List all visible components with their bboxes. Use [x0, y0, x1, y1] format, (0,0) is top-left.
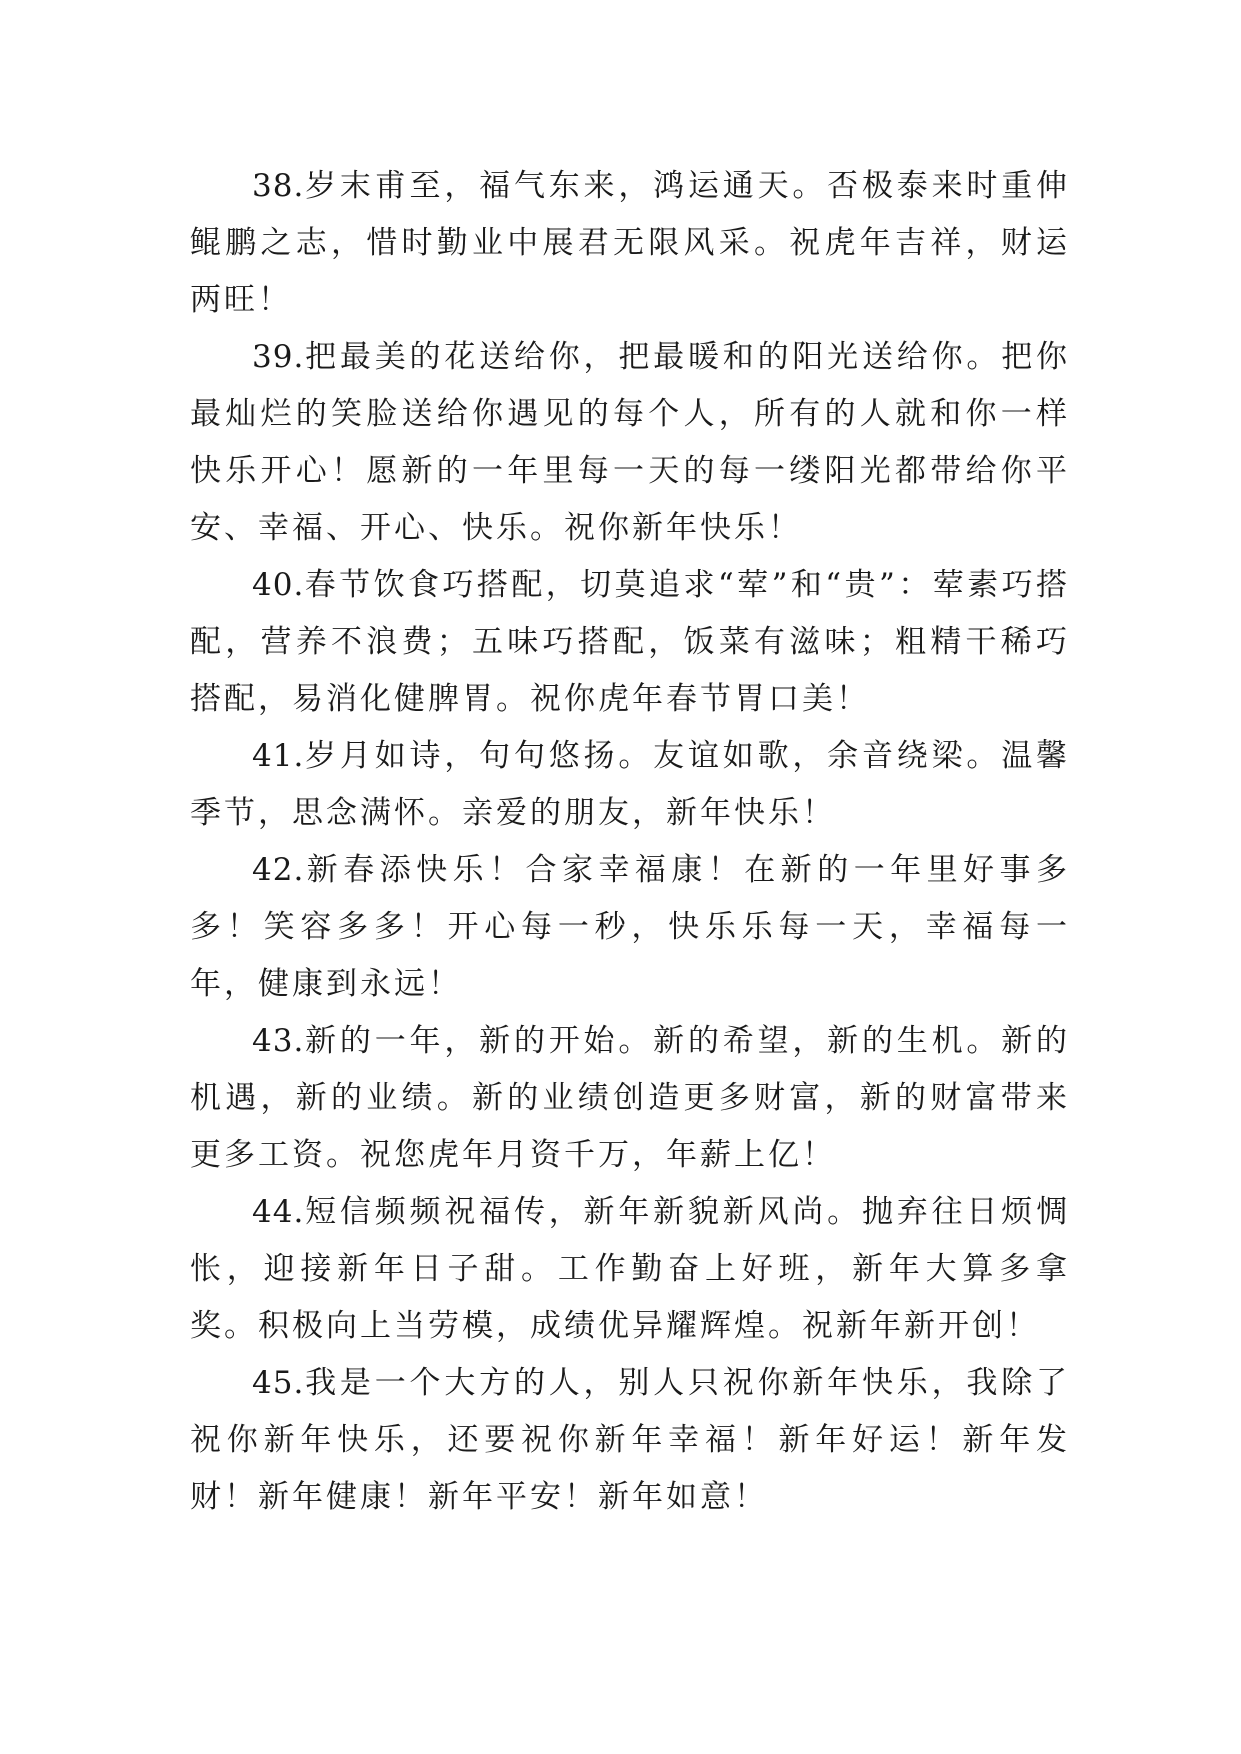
paragraph-text: 新的一年，新的开始。新的希望，新的生机。新的机遇，新的业绩。新的业绩创造更多财富，新的财富带来更多工资。祝您虎年月资千万，年薪上亿！ [190, 1023, 1070, 1173]
paragraph-number: 39. [252, 339, 305, 375]
paragraph-42 [190, 842, 1070, 1013]
paragraph-40 [190, 557, 1070, 728]
paragraph-text: 短信频频祝福传，新年新貌新风尚。抛弃往日烦惆怅，迎接新年日子甜。工作勤奋上好班，新年大算多拿奖。积极向上当劳模，成绩优异耀辉煌。祝新年新开创！ [190, 1194, 1070, 1344]
paragraph-number: 45. [252, 1365, 305, 1401]
paragraph-number: 43. [252, 1023, 305, 1059]
paragraph-number: 41. [252, 738, 305, 774]
paragraph-41 [190, 728, 1070, 842]
paragraph-text: 春节饮食巧搭配，切莫追求“荤”和“贵”：荤素巧搭配，营养不浪费；五味巧搭配，饭菜有滋味；粗精干稀巧搭配，易消化健脾胃。祝你虎年春节胃口美！ [190, 567, 1070, 717]
paragraph-text: 我是一个大方的人，别人只祝你新年快乐，我除了祝你新年快乐，还要祝你新年幸福！新年好运！新年发财！新年健康！新年平安！新年如意！ [190, 1365, 1070, 1515]
paragraph-text: 新春添快乐！合家幸福康！在新的一年里好事多多！笑容多多！开心每一秒，快乐乐每一天，幸福每一年，健康到永远！ [190, 852, 1070, 1002]
paragraph-44 [190, 1184, 1070, 1355]
paragraph-text: 岁月如诗，句句悠扬。友谊如歌，余音绕梁。温馨季节，思念满怀。亲爱的朋友，新年快乐！ [190, 738, 1070, 831]
document-body [190, 158, 1070, 1526]
paragraph-number: 40. [252, 567, 305, 603]
paragraph-38 [190, 158, 1070, 329]
paragraph-number: 44. [252, 1194, 305, 1230]
paragraph-43 [190, 1013, 1070, 1184]
paragraph-number: 38. [252, 168, 305, 204]
paragraph-text: 岁末甫至，福气东来，鸿运通天。否极泰来时重伸鲲鹏之志，惜时勤业中展君无限风采。祝虎年吉祥，财运两旺！ [190, 168, 1070, 318]
paragraph-39 [190, 329, 1070, 557]
paragraph-45 [190, 1355, 1070, 1526]
paragraph-number: 42. [252, 852, 305, 888]
paragraph-text: 把最美的花送给你，把最暖和的阳光送给你。把你最灿烂的笑脸送给你遇见的每个人，所有的人就和你一样快乐开心！愿新的一年里每一天的每一缕阳光都带给你平安、幸福、开心、快乐。祝你新年快乐！ [190, 339, 1070, 546]
